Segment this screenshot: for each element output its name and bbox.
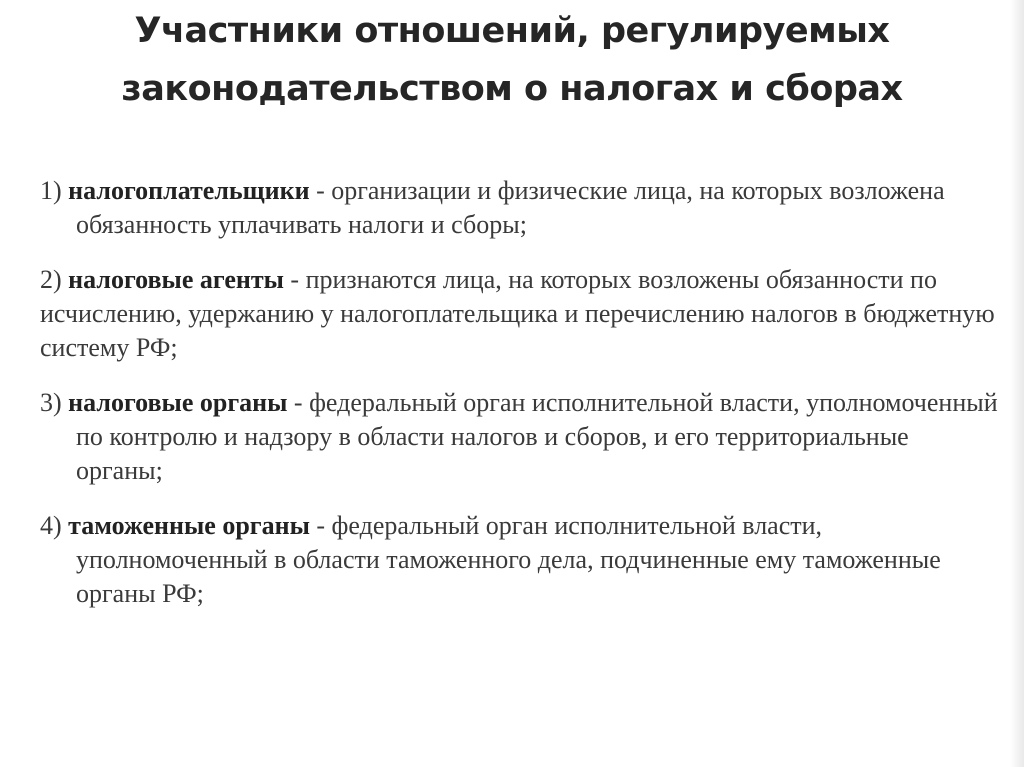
- item-term: налоговые агенты: [68, 265, 284, 294]
- item-definition: - организации и физические лица, на которых возложена обязанность уплачивать налоги и сборы;: [76, 176, 945, 239]
- item-number: 1): [40, 176, 62, 205]
- list-item-customs-authorities: [40, 509, 1000, 611]
- item-definition: - федеральный орган исполнительной власти, уполномоченный в области таможенного дела, подчиненные ему таможенные органы РФ;: [76, 511, 941, 608]
- item-definition: - признаются лица, на которых возложены обязанности по исчислению, удержанию у налогоплательщика и перечислению налогов в бюджетную систему РФ;: [40, 265, 995, 362]
- item-number: 4): [40, 511, 62, 540]
- item-number: 3): [40, 388, 62, 417]
- item-number: 2): [40, 265, 62, 294]
- list-item-taxpayers: [40, 174, 1000, 242]
- list-item-tax-authorities: [40, 386, 1000, 488]
- item-definition: - федеральный орган исполнительной власти, уполномоченный по контролю и надзору в области налогов и сборов, и его территориальные органы;: [76, 388, 998, 485]
- item-term: налоговые органы: [68, 388, 288, 417]
- item-term: таможенные органы: [68, 511, 310, 540]
- slide-title-line-2: законодательством о налогах и сборах: [121, 69, 903, 109]
- list-item-tax-agents: [40, 263, 1000, 365]
- participants-list: [40, 174, 1000, 611]
- slide-title: [0, 2, 1024, 118]
- item-term: налогоплательщики: [68, 176, 310, 205]
- slide-title-line-1: Участники отношений, регулируемых: [134, 11, 890, 51]
